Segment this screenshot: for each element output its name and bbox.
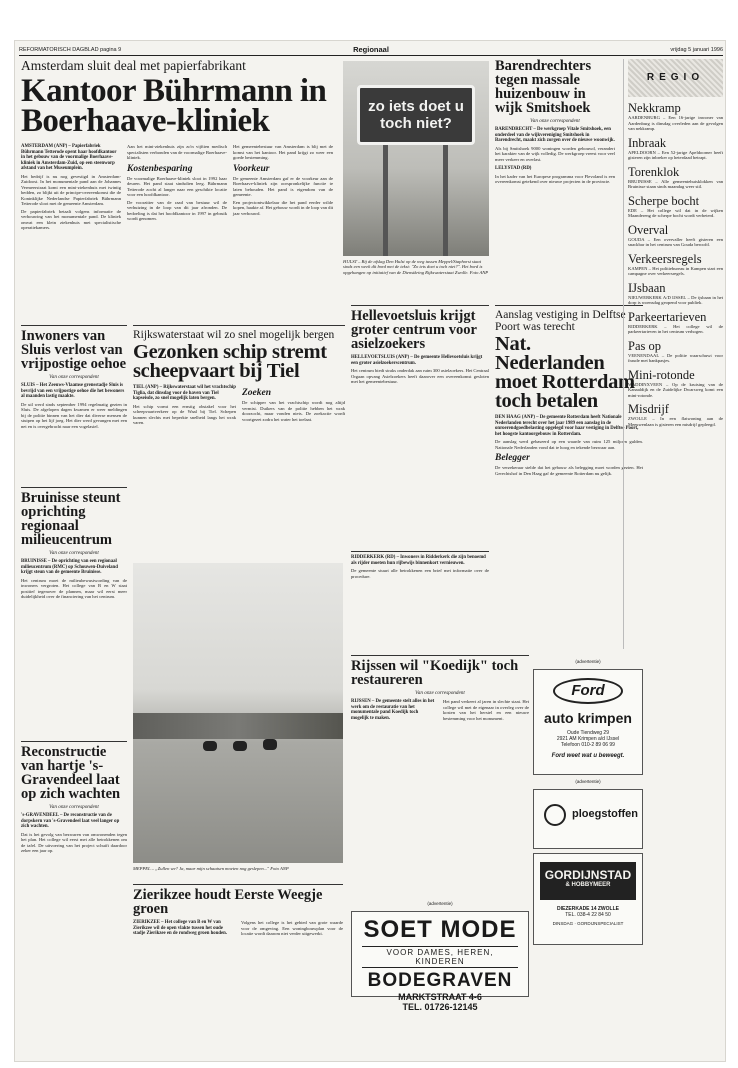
lead-paragraph-8: Een projectontwikkelaar die het pand eerder wilde kopen, haakte af. Het gebouw wordt in de loop van dit jaar verbouwd. — [233, 199, 334, 216]
regio-item-heading: Verkeersregels — [628, 251, 702, 266]
regio-item-text: EDE – Het college wil dat in de wijken Maandereng de scherpe bocht wordt verbeterd. — [628, 207, 723, 218]
regio-item-text: AARDENBURG – Een 16-jarige inwoner van Aardenburg is dinsdag overleden aan de gevolgen van nekkramp. — [628, 115, 723, 131]
hellevoetsluis-lead: HELLEVOETSLUIS (ANP) – De gemeente Hellevoetsluis krijgt een groter asielzoekerscentrum. — [351, 355, 483, 366]
regio-column — [623, 59, 723, 649]
hellevoetsluis-headline: Hellevoetsluis krijgt groter centrum voor asielzoekers — [351, 308, 477, 352]
road-sign-photo — [343, 61, 489, 256]
lead-paragraph-1: Het bedrijf is nu nog gevestigd in Amsterdam-Zuidoost. In het monumentale pand aan de Johannes Vermeerstraat komt een mini-ziekenhuis met twintig bedden, zo blijkt uit de principe-overeenkomst die de Koninklijke Nederlandse Papierfabriek Bührmann Tetterode sloot met de gemeente Amsterdam. — [21, 173, 121, 207]
koedijk-body: Het pand verkeert al jaren in slechte staat. Het college wil met de eigenaar in overleg over de kosten van het herstel en een nieuwe bestemming voor het monument. — [443, 699, 529, 721]
barendrecht-lead: BARENDRECHT – De werkgroep Vitale Smitshoek, een onderdeel van de wijkvereniging Smitshoek in Barendrecht, maakt zich zorgen over de nieuwe woonwijk. — [495, 127, 615, 144]
regio-item-text: GOUDA – Een overvaller heeft gisteren een snackbar in het centrum van Gouda beroofd. — [628, 236, 723, 247]
lead-paragraph-3: Aan het mini-ziekenhuis zijn zo'n vijftien medisch specialisten verbonden van de voormalige Boerhaave-kliniek. — [127, 144, 227, 160]
rotterdam-body-1: De aanslag werd gebaseerd op een waarde van ruim 125 miljoen gulden. Nationale Nederlanden vond dat te hoog en tekende bezwaar aan. — [495, 439, 643, 450]
gordijnstad-address: DIEZERKADE 14 ZWOLLE — [557, 906, 619, 912]
ford-city: 2921 AM Krimpen a/d IJssel — [556, 736, 620, 742]
article-ridderkerk — [351, 551, 489, 651]
gordijnstad-phone: TEL. 038-4 22 84 50 — [565, 912, 611, 918]
gordijnstad-sub: & HOBBYMEER — [565, 882, 611, 888]
lead-headline-line-1: Kantoor Bührmann in — [21, 73, 327, 109]
lelystad-dateline: LELYSTAD (RD) — [495, 166, 532, 172]
lead-headline-line-2: Boerhaave-kliniek — [21, 103, 270, 139]
article-gravendeel — [21, 741, 127, 1059]
regio-item-heading: Inbraak — [628, 135, 667, 150]
sign-text-line-1: zo iets doet u — [368, 98, 464, 115]
sign-photo-caption: HULST – Bij de afslag Den Hulst op de weg tussen Meppel/Staphorst staat sinds een week dit bord met de tekst: "Zo iets doet u toch niet?". Het bord is opgehangen op initiatief van de Dienstkring Rijkswaterstaat Zwolle. Foto ANP — [343, 259, 489, 275]
lead-paragraph-5: De voorzitter van de raad van bestuur wil de verhuizing in de loop van dit jaar afronden. De bedoeling is dat het hoofdkantoor in 1997 in gebruik wordt genomen. — [127, 199, 227, 221]
ford-address: Oude Tiendweg 29 — [567, 730, 609, 736]
header-date: vrijdag 5 januari 1996 — [670, 47, 723, 53]
ford-slogan: Ford weet wat u beweegt. — [551, 753, 625, 759]
sign-pole-right — [443, 145, 448, 256]
regio-item-text: KAMPEN – Het politiebureau in Kampen start een campagne over verkeersregels. — [628, 265, 723, 276]
lead-paragraph-2: De papierfabriek betaalt volgens informatie de verbouwing van het monumentale pand. De kliniek omvat een klein ziekenhuis met specialistische operatiekamers. — [21, 208, 121, 231]
regio-item-heading: Mini-rotonde — [628, 367, 695, 382]
tiel-headline: Gezonken schip stremt scheepvaart bij Tiel — [133, 341, 327, 382]
lead-subhead-2: Voorkeur — [233, 163, 270, 174]
header-paper-name: REFORMATORISCH DAGBLAD pagina 9 — [19, 47, 122, 53]
tiel-subhead: Zoeken — [242, 388, 272, 398]
rotterdam-kicker: Aanslag vestiging in Delftse Poort was terecht — [495, 309, 626, 333]
sign-pole-left — [383, 145, 388, 256]
barendrecht-headline: Barendrechters tegen massale huizenbouw in wijk Smitshoek — [495, 58, 592, 116]
article-zierikzee — [133, 884, 343, 1059]
oehoe-lead: SLUIS – Het Zeeuws-Vlaamse grensstadje Sluis is bevrijd van een vrijpostige oehoe die het bewoners al maanden lastig maakte. — [21, 383, 125, 400]
sign-text-line-2: toch niet? — [380, 115, 452, 132]
rotterdam-headline: Nat. Nederlanden moet Rotterdam toch betalen — [495, 333, 635, 412]
article-hellevoetsluis — [351, 305, 489, 549]
soet-ad-label: (advertentie) — [427, 901, 453, 906]
tiel-lead: TIEL (ANP) – Rijkswaterstaat wil het vrachtschip Tiglia, dat dinsdag voor de haven van Tiel kapseisde, zo snel mogelijk laten bergen. — [133, 385, 236, 402]
tiel-body-1: Het schip vormt een ernstig obstakel voor het scheepvaartverkeer op de Waal bij Tiel. Schepen kunnen slechts met beperkte snelheid langs het wrak varen. — [133, 403, 236, 426]
ford-advertisement[interactable] — [533, 669, 643, 775]
lead-paragraph-4: De voormalige Boerhaave-kliniek sloot in 1992 haar deuren. Het pand staat sindsdien leeg. Bührmann Tetterode zocht al langer naar een geschikte locatie voor een hoofdkantoor. — [127, 175, 227, 197]
ford-ad-label: (advertentie) — [575, 659, 601, 664]
zierikzee-lead: ZIERIKZEE – Het college van B en W van Zierikzee wil de open vlakte tussen het oude stadje Zierikzee en de rondweg groen houden. — [133, 920, 228, 937]
ploeg-flower-icon — [544, 804, 566, 826]
hellevoetsluis-body: Het centrum biedt straks onderdak aan ruim 300 asielzoekers. Het Centraal Orgaan opvang Asielzoekers heeft daarover een overeenkomst gesloten met het gemeentebestuur. — [351, 368, 489, 385]
regio-item-text: BRUINISSE – Alle gemeentehuisklokken van Bruinisse staan sinds maandag weer stil. — [628, 178, 723, 189]
lead-intro: AMSTERDAM (ANP) – Papierfabriek Bührmann Tetterode opent haar hoofdkantoor in het gebouw van de voormalige Boerhaave-kliniek in Amsterdam-Zuid, op een steenworp afstand van het Museumplein. — [21, 144, 117, 172]
regio-banner: REGIO — [628, 59, 723, 97]
gravendeel-lead: 's-GRAVENDEEL – De reconstructie van de dorpskern van 's-Gravendeel laat veel langer op zich wachten. — [21, 813, 120, 830]
lead-paragraph-7: De gemeente Amsterdam gaf er de voorkeur aan de Boerhaave-kliniek zijn oorspronkelijke functie te laten behouden. Het pand is eigendom van de gemeente. — [233, 175, 333, 197]
cow-silhouette-2 — [233, 741, 247, 751]
barendrecht-correspondent: Van onze correspondent — [530, 118, 580, 124]
skating-photo — [133, 563, 343, 863]
lelystad-body: In het kader van het Europese programma voor Flevoland is een overeenkomst getekend over nieuwe projecten in de provincie. — [495, 173, 615, 185]
regio-item-heading: Misdrijf — [628, 402, 669, 416]
bruinisse-correspondent: Van onze correspondent — [49, 550, 99, 556]
soet-mode-advertisement[interactable] — [351, 911, 529, 1012]
lead-kicker: Amsterdam sluit deal met papierfabrikant — [21, 58, 246, 73]
regio-item-text: VEENENDAAL – De politie waarschuwt voor fraude met bankpasjes. — [628, 352, 723, 363]
ford-phone: Telefoon 010-2 89 06 99 — [561, 742, 615, 748]
regio-item-heading: Pas op — [628, 338, 661, 353]
zierikzee-headline: Zierikzee houdt Eerste Weegje groen — [133, 887, 323, 917]
bruinisse-headline: Bruinisse steunt oprichting regionaal milieucentrum — [21, 490, 121, 548]
ridderkerk-body: De gemeente stuurt alle betrokkenen een brief met informatie over de procedure. — [351, 568, 489, 579]
oehoe-headline: Inwoners van Sluis verlost van vrijpostige oehoe — [21, 328, 127, 372]
skating-photo-caption: MEPPEL – „Zullen we? Ja, maar mijn schaatsen moeten nog geslepen..." Foto ANP — [133, 866, 289, 871]
cow-silhouette-3 — [263, 739, 277, 750]
lead-paragraph-6: Het gemeentebestuur van Amsterdam is blij met de komst van het kantoor. Het pand krijgt zo weer een goede bestemming. — [233, 144, 333, 160]
cow-silhouette-1 — [203, 741, 217, 751]
gordijnstad-advertisement[interactable] — [533, 853, 643, 945]
gordijnstad-logo — [540, 862, 636, 900]
ford-logo: Ford — [553, 678, 623, 704]
bruinisse-body: Het centrum moet de milieubewustwording van de inwoners vergroten. Het college van B en W staat positief tegenover de plannen, maar wil eerst meer duidelijkheid over de financiering van het centrum. — [21, 577, 127, 600]
soet-brand: SOET MODE — [363, 916, 517, 943]
koedijk-correspondent: Van onze correspondent — [415, 690, 465, 696]
lead-subhead-1: Kostenbesparing — [127, 163, 193, 174]
bruinisse-lead: BRUINISSE – De oprichting van een regionaal milieucentrum (RMC) op Schouwen-Duiveland krijgt steun van de gemeente Bruinisse. — [21, 559, 118, 576]
gravendeel-correspondent: Van onze correspondent — [49, 804, 99, 810]
soet-city: BODEGRAVEN — [367, 970, 513, 991]
article-koedijk — [351, 655, 529, 897]
regio-item-heading: Overval — [628, 222, 669, 237]
regio-item-text: WADDINXVEEN – Op de kruising van de Kanaaldijk en de Zuidelijke Dwarsweg komt een mini-rotonde. — [628, 381, 723, 398]
rotterdam-body-2: De verzekeraar stelde dat het gebouw als belegging moet worden gezien. Het Gerechtshof in Den Haag gaf de gemeente Rotterdam nu gelijk. — [495, 465, 643, 476]
ploeg-brand: ploegstoffen — [572, 808, 638, 820]
tiel-body-2: De schipper van het vrachtschip wordt nog altijd vermist. Duikers van de politie hebben het wrak doorzocht, maar vonden niets. De zoekactie wordt voortgezet zodra het water het toelaat. — [242, 400, 345, 422]
article-tiel — [133, 325, 345, 561]
rotterdam-lead: DEN HAAG (ANP) – De gemeente Rotterdam heeft Nationale Nederlanden terecht over het jaar 1989 een aanslag in de onroerendgoedbelasting opgelegd voor haar vestiging in Delftse Poort, het hoogste kantoorgebouw in Rotterdam. — [495, 415, 639, 437]
regio-item-heading: Torenklok — [628, 164, 680, 179]
regio-item-text: ZWOLLE – In een flatwoning aan de Meeuwenlaan is gisteren een misdrijf gepleegd. — [628, 416, 723, 427]
ploegstoffen-advertisement[interactable] — [533, 789, 643, 849]
gravendeel-headline: Reconstructie van hartje 's-Gravendeel laat op zich wachten — [21, 744, 121, 802]
road-sign — [357, 85, 475, 145]
tree-line — [133, 713, 343, 739]
article-rotterdam — [495, 305, 643, 651]
rotterdam-subhead: Belegger — [495, 453, 530, 464]
article-bruinisse — [21, 487, 127, 737]
newspaper-page — [14, 40, 726, 1062]
regio-item-heading: Parkeertarieven — [628, 309, 707, 324]
koedijk-lead: RIJSSEN – De gemeente stelt alles in het werk om de restauratie van het monumentale pand Koedijk toch mogelijk te maken. — [351, 699, 435, 721]
article-barendrecht — [495, 59, 619, 303]
tiel-kicker: Rijkswaterstaat wil zo snel mogelijk bergen — [133, 329, 335, 341]
regio-item-heading: IJsbaan — [628, 280, 666, 295]
ploeg-ad-label: (advertentie) — [575, 779, 601, 784]
regio-item-text: NIEUWERKERK A/D IJSSEL – De ijsbaan in het dorp is woensdag geopend voor publiek. — [628, 294, 723, 305]
ford-dealer-name: auto krimpen — [544, 710, 632, 726]
regio-list — [628, 102, 723, 427]
gravendeel-body: Dat is het gevolg van bezwaren van omwonenden tegen het plan. Het college wil eerst met alle betrokkenen om de tafel. De uitvoering van het project schuift daardoor zeker een jaar op. — [21, 831, 127, 854]
oehoe-correspondent: Van onze correspondent — [49, 374, 99, 380]
regio-item-text: APELDOORN – Een 52-jarige Apeldoorner heeft gisteren zijn inbreker op heterdaad betrapt. — [628, 149, 723, 160]
header-section: Regionaal — [353, 45, 389, 54]
page-header — [19, 44, 723, 56]
regio-item-heading: Scherpe bocht — [628, 193, 700, 208]
regio-item-heading: Nekkramp — [628, 101, 681, 115]
gordijnstad-tagline: DINSDAG · GORDIJNSPECIALIST — [552, 921, 624, 926]
oehoe-body: De uil werd sinds september 1994 regelmatig gezien in Sluis. De afgelopen dagen kwamen er weer meldingen bij de politie binnen van het dier dat diverse mensen de stuipen op het lijf joeg. Het dier werd gevangen met een net en is overgebracht naar een vogelasiel. — [21, 401, 127, 429]
regio-item-text: RIDDERKERK – Het college wil de parkeertarieven in het centrum verhogen. — [628, 323, 723, 334]
ridderkerk-lead: RIDDERKERK (RD) – Inwoners in Ridderkerk die zijn benoemd als rijder moeten hun rijbewijs binnenkort vernieuwen. — [351, 555, 486, 566]
barendrecht-body: Als bij Smitshoek 9000 woningen worden gebouwd, verandert het karakter van de wijk volledig. De werkgroep vreest voor veel meer verkeer en overlast. — [495, 145, 615, 162]
article-oehoe — [21, 325, 127, 483]
gordijnstad-name: GORDIJNSTAD — [544, 868, 632, 882]
soet-phone: TEL. 01726-12145 — [402, 1002, 478, 1012]
zierikzee-body: Volgens het college is het gebied van grote waarde voor de omgeving. Een woningbouwplan voor de locatie wordt daarom niet verder uitgewerkt. — [241, 920, 343, 936]
soet-tagline: VOOR DAMES, HEREN, KINDEREN — [362, 946, 518, 968]
koedijk-headline: Rijssen wil "Koedijk" toch restaureren — [351, 658, 519, 688]
soet-address: MARKTSTRAAT 4-6 — [398, 992, 482, 1002]
